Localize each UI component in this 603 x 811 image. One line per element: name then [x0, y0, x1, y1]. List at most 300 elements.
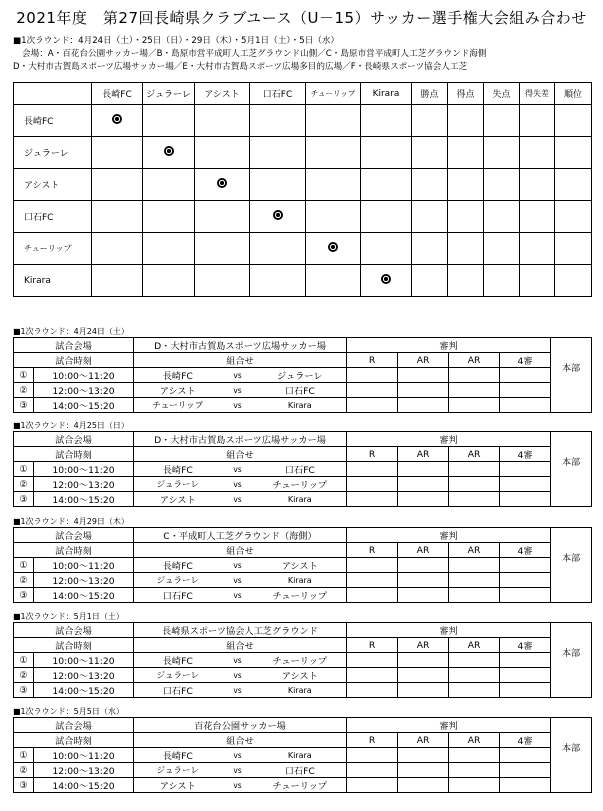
referee-col: AR — [449, 543, 500, 558]
league-cell — [361, 201, 412, 233]
referee-slot — [398, 778, 449, 793]
match-number: ② — [14, 573, 34, 588]
match-row — [14, 368, 592, 383]
pairing-label: 組合せ — [134, 447, 347, 462]
home-team: 長崎FC — [134, 462, 222, 477]
round-dates: ■1次ラウンド：4月24日（土）・25日（日）・29日（木）・5月1日（土）・5日（水） — [13, 36, 340, 46]
pairing-label: 組合せ — [134, 638, 347, 653]
match-time: 14:00～15:20 — [34, 778, 134, 793]
league-col-team: Kirara — [361, 83, 412, 105]
referee-slot — [347, 398, 398, 413]
hq-cell — [551, 432, 592, 507]
referee-col: AR — [449, 638, 500, 653]
match-number: ① — [14, 653, 34, 668]
match-row — [14, 492, 592, 507]
referee-col: R — [347, 733, 398, 748]
league-cell — [412, 137, 448, 169]
vs-label: vs — [222, 748, 254, 763]
referee-slot — [398, 492, 449, 507]
match-number: ② — [14, 763, 34, 778]
match-row — [14, 763, 592, 778]
referee-slot — [449, 653, 500, 668]
home-team: ジュラーレ — [134, 763, 222, 778]
match-row — [14, 778, 592, 793]
corner-cell — [14, 83, 92, 105]
league-col-stat: 失点 — [484, 83, 520, 105]
league-cell — [412, 233, 448, 265]
away-team: 口石FC — [254, 383, 347, 398]
referee-slot — [398, 368, 449, 383]
league-cell — [448, 105, 484, 137]
league-cell — [484, 169, 520, 201]
league-row — [14, 169, 592, 201]
home-team: アシスト — [134, 492, 222, 507]
hq-cell — [551, 623, 592, 698]
league-cell — [361, 137, 412, 169]
venue-label: 試合会場 — [14, 432, 134, 447]
hq-label: 本部 — [561, 553, 581, 564]
league-col-team: 口石FC — [250, 83, 306, 105]
match-number: ① — [14, 558, 34, 573]
home-team: 長崎FC — [134, 748, 222, 763]
league-cell — [484, 137, 520, 169]
league-row — [14, 265, 592, 297]
match-time: 12:00～13:20 — [34, 668, 134, 683]
referee-slot — [347, 492, 398, 507]
referee-header: 審判 — [347, 528, 551, 543]
round-day-label: ■1次ラウンド：4月29日（木） — [13, 517, 129, 526]
league-cell — [484, 201, 520, 233]
referee-col: AR — [449, 733, 500, 748]
league-cell — [555, 233, 592, 265]
league-cell — [412, 201, 448, 233]
match-number: ③ — [14, 778, 34, 793]
schedule-table — [13, 717, 592, 793]
pairing-label: 組合せ — [134, 353, 347, 368]
league-cell — [250, 233, 306, 265]
referee-slot — [347, 477, 398, 492]
league-row — [14, 201, 592, 233]
away-team: アシスト — [254, 558, 347, 573]
home-team: 口石FC — [134, 683, 222, 698]
referee-slot — [347, 668, 398, 683]
match-row — [14, 748, 592, 763]
away-team: チューリップ — [254, 477, 347, 492]
referee-slot — [500, 683, 551, 698]
match-number: ① — [14, 462, 34, 477]
referee-slot — [449, 477, 500, 492]
referee-slot — [398, 588, 449, 603]
league-cell — [448, 265, 484, 297]
referee-slot — [347, 778, 398, 793]
match-number: ② — [14, 383, 34, 398]
home-team: ジュラーレ — [134, 668, 222, 683]
schedule-table — [13, 337, 592, 413]
league-cell — [306, 265, 361, 297]
venue-label: 試合会場 — [14, 718, 134, 733]
league-cell — [143, 169, 195, 201]
referee-col: R — [347, 543, 398, 558]
time-label: 試合時刻 — [14, 638, 134, 653]
referee-slot — [347, 558, 398, 573]
referee-slot — [347, 462, 398, 477]
away-team: 口石FC — [254, 763, 347, 778]
vs-label: vs — [222, 763, 254, 778]
away-team: ジュラーレ — [254, 368, 347, 383]
venues-line-1: 会場：A・百花台公園サッカー場／B・島原市営平成町人工芝グラウンド山側／C・島原市営平成町人工芝グラウンド海側 — [22, 49, 487, 59]
league-row-team: 長崎FC — [14, 105, 92, 137]
referee-slot — [500, 573, 551, 588]
home-team: 口石FC — [134, 588, 222, 603]
league-cell — [484, 105, 520, 137]
league-cell — [143, 105, 195, 137]
league-cell — [412, 105, 448, 137]
hq-cell — [551, 718, 592, 793]
league-cell — [195, 105, 250, 137]
match-row — [14, 462, 592, 477]
soccer-ball-icon — [381, 274, 391, 284]
time-label: 試合時刻 — [14, 733, 134, 748]
match-number: ① — [14, 368, 34, 383]
round-day-label: ■1次ラウンド：4月24日（土） — [13, 327, 129, 336]
match-number: ③ — [14, 588, 34, 603]
vs-label: vs — [222, 653, 254, 668]
league-cell — [92, 105, 143, 137]
vs-label: vs — [222, 477, 254, 492]
away-team: チューリップ — [254, 778, 347, 793]
referee-slot — [449, 398, 500, 413]
league-cell — [195, 265, 250, 297]
referee-slot — [449, 668, 500, 683]
vs-label: vs — [222, 462, 254, 477]
league-cell — [250, 105, 306, 137]
match-time: 10:00～11:20 — [34, 748, 134, 763]
league-cell — [361, 233, 412, 265]
referee-slot — [449, 368, 500, 383]
vs-label: vs — [222, 683, 254, 698]
away-team: チューリップ — [254, 588, 347, 603]
vs-label: vs — [222, 573, 254, 588]
referee-col: 4審 — [500, 543, 551, 558]
referee-header: 審判 — [347, 338, 551, 353]
league-cell — [361, 169, 412, 201]
league-cell — [520, 169, 555, 201]
referee-slot — [347, 748, 398, 763]
league-cell — [448, 233, 484, 265]
referee-col: AR — [398, 543, 449, 558]
home-team: 長崎FC — [134, 368, 222, 383]
league-col-stat: 得点 — [448, 83, 484, 105]
referee-col: AR — [449, 353, 500, 368]
league-cell — [92, 201, 143, 233]
league-cell — [555, 265, 592, 297]
vs-label: vs — [222, 558, 254, 573]
hq-cell — [551, 338, 592, 413]
referee-slot — [500, 462, 551, 477]
hq-label: 本部 — [561, 457, 581, 468]
referee-slot — [500, 778, 551, 793]
round-day-label: ■1次ラウンド：5月1日（土） — [13, 612, 124, 621]
referee-slot — [398, 748, 449, 763]
vs-label: vs — [222, 368, 254, 383]
away-team: アシスト — [254, 668, 347, 683]
league-col-stat: 得失差 — [520, 83, 555, 105]
league-cell — [520, 201, 555, 233]
league-cell — [520, 265, 555, 297]
referee-col: 4審 — [500, 353, 551, 368]
match-row — [14, 383, 592, 398]
match-time: 10:00～11:20 — [34, 462, 134, 477]
league-col-team: チューリップ — [306, 83, 361, 105]
away-team: チューリップ — [254, 653, 347, 668]
league-cell — [555, 137, 592, 169]
league-row — [14, 137, 592, 169]
hq-label: 本部 — [561, 648, 581, 659]
home-team: ジュラーレ — [134, 573, 222, 588]
referee-header: 審判 — [347, 432, 551, 447]
match-number: ② — [14, 668, 34, 683]
vs-label: vs — [222, 778, 254, 793]
referee-col: AR — [398, 353, 449, 368]
away-team: Kirara — [254, 683, 347, 698]
referee-slot — [398, 573, 449, 588]
soccer-ball-icon — [273, 210, 283, 220]
away-team: Kirara — [254, 573, 347, 588]
league-cell — [555, 105, 592, 137]
league-col-stat: 勝点 — [412, 83, 448, 105]
referee-slot — [398, 683, 449, 698]
vs-label: vs — [222, 398, 254, 413]
league-cell — [143, 233, 195, 265]
schedule-table — [13, 622, 592, 698]
league-cell — [448, 137, 484, 169]
match-number: ① — [14, 748, 34, 763]
league-table — [13, 82, 592, 297]
referee-slot — [398, 668, 449, 683]
league-row-team: チューリップ — [14, 233, 92, 265]
home-team: 長崎FC — [134, 653, 222, 668]
vs-label: vs — [222, 383, 254, 398]
referee-slot — [347, 588, 398, 603]
referee-slot — [500, 558, 551, 573]
referee-slot — [398, 763, 449, 778]
referee-slot — [500, 368, 551, 383]
match-number: ② — [14, 477, 34, 492]
league-row — [14, 105, 592, 137]
league-cell — [520, 233, 555, 265]
league-col-team: 長崎FC — [92, 83, 143, 105]
soccer-ball-icon — [164, 146, 174, 156]
referee-slot — [500, 477, 551, 492]
referee-slot — [449, 588, 500, 603]
match-number: ③ — [14, 683, 34, 698]
league-cell — [520, 137, 555, 169]
referee-slot — [347, 368, 398, 383]
league-cell — [250, 137, 306, 169]
match-time: 10:00～11:20 — [34, 653, 134, 668]
match-number: ③ — [14, 492, 34, 507]
venue-name: C・平成町人工芝グラウンド（海側） — [134, 528, 347, 543]
soccer-ball-icon — [112, 114, 122, 124]
home-team: チューリップ — [134, 398, 222, 413]
league-row — [14, 233, 592, 265]
league-cell — [195, 201, 250, 233]
match-row — [14, 477, 592, 492]
referee-slot — [449, 462, 500, 477]
referee-slot — [449, 763, 500, 778]
pairing-label: 組合せ — [134, 733, 347, 748]
pairing-label: 組合せ — [134, 543, 347, 558]
league-cell — [306, 105, 361, 137]
venue-label: 試合会場 — [14, 338, 134, 353]
league-cell — [250, 201, 306, 233]
time-label: 試合時刻 — [14, 353, 134, 368]
away-team: 口石FC — [254, 462, 347, 477]
referee-col: AR — [398, 638, 449, 653]
schedule-table — [13, 431, 592, 507]
league-cell — [361, 105, 412, 137]
match-time: 12:00～13:20 — [34, 573, 134, 588]
league-row-team: Kirara — [14, 265, 92, 297]
referee-slot — [500, 653, 551, 668]
venue-label: 試合会場 — [14, 528, 134, 543]
referee-col: 4審 — [500, 638, 551, 653]
league-cell — [250, 169, 306, 201]
league-cell — [484, 233, 520, 265]
soccer-ball-icon — [328, 242, 338, 252]
time-label: 試合時刻 — [14, 447, 134, 462]
away-team: Kirara — [254, 492, 347, 507]
match-time: 12:00～13:20 — [34, 383, 134, 398]
match-row — [14, 558, 592, 573]
league-cell — [361, 265, 412, 297]
venues-line-2: D・大村市古賀島スポーツ広場サッカー場／E・大村市古賀島スポーツ広場多目的広場／F・長崎県スポーツ協会人工芝 — [13, 62, 468, 72]
league-cell — [92, 137, 143, 169]
league-cell — [195, 137, 250, 169]
league-cell — [92, 265, 143, 297]
league-cell — [448, 169, 484, 201]
league-cell — [306, 201, 361, 233]
match-row — [14, 653, 592, 668]
league-cell — [143, 265, 195, 297]
match-time: 14:00～15:20 — [34, 492, 134, 507]
referee-slot — [500, 763, 551, 778]
referee-col: R — [347, 638, 398, 653]
referee-slot — [398, 383, 449, 398]
league-row-team: ジュラーレ — [14, 137, 92, 169]
referee-slot — [500, 748, 551, 763]
home-team: ジュラーレ — [134, 477, 222, 492]
match-time: 12:00～13:20 — [34, 477, 134, 492]
referee-header: 審判 — [347, 623, 551, 638]
referee-slot — [449, 748, 500, 763]
referee-slot — [449, 683, 500, 698]
league-row-team: 口石FC — [14, 201, 92, 233]
league-cell — [143, 201, 195, 233]
home-team: アシスト — [134, 383, 222, 398]
round-day-label: ■1次ラウンド：4月25日（日） — [13, 421, 129, 430]
referee-slot — [398, 462, 449, 477]
referee-slot — [347, 763, 398, 778]
referee-col: 4審 — [500, 733, 551, 748]
referee-slot — [449, 383, 500, 398]
referee-col: R — [347, 353, 398, 368]
time-label: 試合時刻 — [14, 543, 134, 558]
referee-col: 4審 — [500, 447, 551, 462]
home-team: 長崎FC — [134, 558, 222, 573]
league-col-team: ジュラーレ — [143, 83, 195, 105]
referee-slot — [500, 588, 551, 603]
schedule-table — [13, 527, 592, 603]
referee-col: AR — [398, 733, 449, 748]
away-team: Kirara — [254, 748, 347, 763]
match-time: 14:00～15:20 — [34, 398, 134, 413]
referee-slot — [500, 383, 551, 398]
match-row — [14, 398, 592, 413]
match-time: 10:00～11:20 — [34, 558, 134, 573]
referee-col: AR — [449, 447, 500, 462]
venue-name: D・大村市古賀島スポーツ広場サッカー場 — [134, 432, 347, 447]
match-time: 14:00～15:20 — [34, 588, 134, 603]
league-cell — [195, 169, 250, 201]
league-row-team: アシスト — [14, 169, 92, 201]
match-time: 14:00～15:20 — [34, 683, 134, 698]
match-number: ③ — [14, 398, 34, 413]
page-title: 2021年度 第27回長崎県クラブユース（U－15）サッカー選手権大会組み合わせ — [16, 9, 587, 27]
venue-name: 百花台公園サッカー場 — [134, 718, 347, 733]
referee-slot — [347, 683, 398, 698]
hq-cell — [551, 528, 592, 603]
league-cell — [306, 137, 361, 169]
league-cell — [195, 233, 250, 265]
referee-slot — [449, 573, 500, 588]
referee-slot — [398, 653, 449, 668]
vs-label: vs — [222, 668, 254, 683]
league-cell — [412, 265, 448, 297]
match-row — [14, 668, 592, 683]
league-cell — [92, 233, 143, 265]
league-cell — [555, 201, 592, 233]
referee-slot — [449, 778, 500, 793]
venue-name: 長崎県スポーツ協会人工芝グラウンド — [134, 623, 347, 638]
match-row — [14, 588, 592, 603]
league-cell — [520, 105, 555, 137]
league-cell — [484, 265, 520, 297]
referee-header: 審判 — [347, 718, 551, 733]
league-col-team: アシスト — [195, 83, 250, 105]
league-cell — [250, 265, 306, 297]
match-row — [14, 573, 592, 588]
league-cell — [448, 201, 484, 233]
referee-slot — [500, 668, 551, 683]
referee-slot — [449, 558, 500, 573]
referee-slot — [398, 477, 449, 492]
match-row — [14, 683, 592, 698]
referee-slot — [500, 492, 551, 507]
league-cell — [92, 169, 143, 201]
round-day-label: ■1次ラウンド：5月5日（水） — [13, 707, 124, 716]
match-time: 10:00～11:20 — [34, 368, 134, 383]
referee-slot — [500, 398, 551, 413]
hq-label: 本部 — [561, 743, 581, 754]
referee-slot — [347, 383, 398, 398]
vs-label: vs — [222, 492, 254, 507]
referee-slot — [398, 398, 449, 413]
league-cell — [412, 169, 448, 201]
league-cell — [306, 169, 361, 201]
venue-name: D・大村市古賀島スポーツ広場サッカー場 — [134, 338, 347, 353]
referee-col: AR — [398, 447, 449, 462]
